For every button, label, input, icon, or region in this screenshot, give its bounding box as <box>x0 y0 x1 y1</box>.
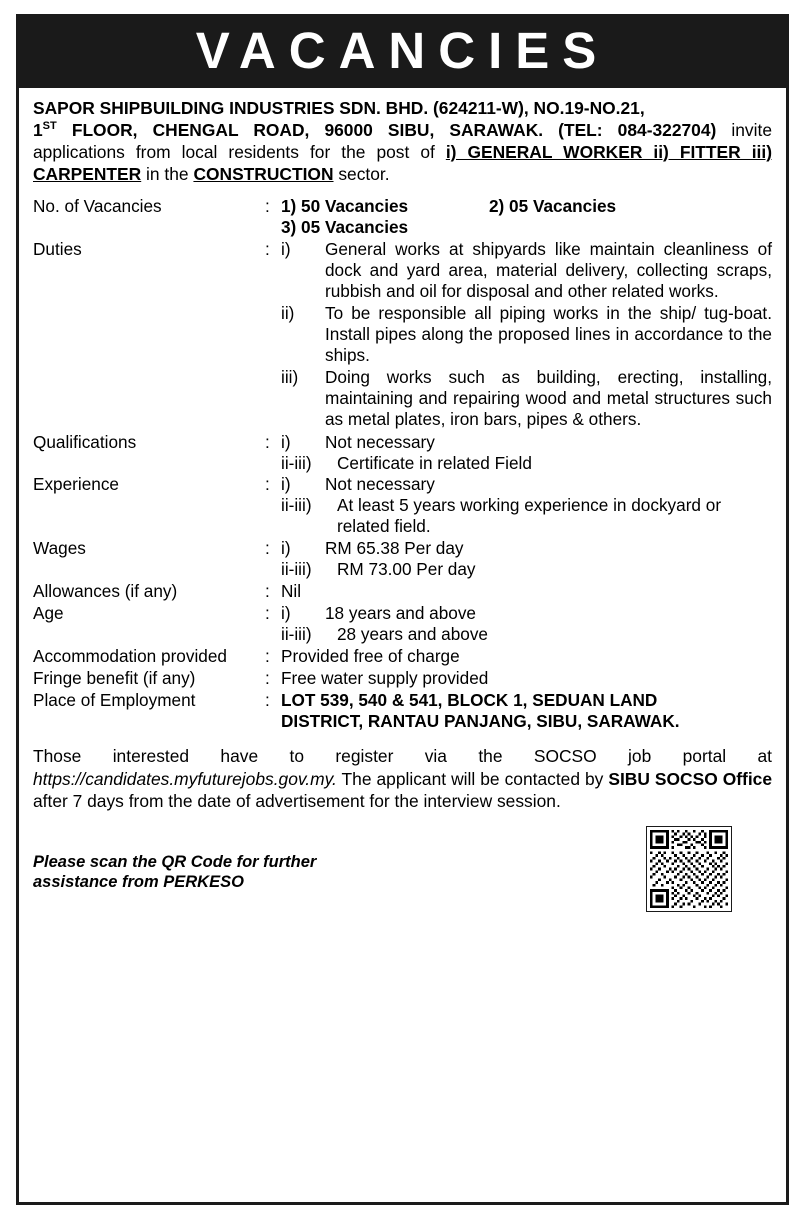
posts-list: i) GENERAL WORKER ii) FITTER iii) CARPENTER <box>33 141 772 184</box>
advertisement-frame <box>16 14 789 1205</box>
duty-item-ii <box>281 303 772 366</box>
wages-label: Wages <box>33 538 86 559</box>
company-ordinal-suffix: ST <box>42 120 57 133</box>
fringe-benefit-label: Fringe benefit (if any) <box>33 668 196 689</box>
wages-value <box>281 538 772 581</box>
age-item-i <box>281 603 772 624</box>
wages-i-marker: i) <box>281 538 291 559</box>
place-line-1: LOT 539, 540 & 541, BLOCK 1, SEDUAN LAND <box>281 690 658 711</box>
duties-label: Duties <box>33 238 82 259</box>
qualifications-label: Qualifications <box>33 431 137 452</box>
page-title: VACANCIES <box>19 17 786 88</box>
footer-text-3: after 7 days from the date of advertisement for the interview session. <box>33 790 561 811</box>
scan-note-line-1: Please scan the QR Code for further <box>33 853 317 872</box>
qualification-ii-iii-marker: ii-iii) <box>281 452 312 473</box>
qualification-ii-iii-text: Certificate in related Field <box>337 452 532 473</box>
colon: : <box>265 238 270 259</box>
wages-ii-iii-marker: ii-iii) <box>281 559 312 580</box>
table-row-qualifications <box>33 432 772 475</box>
colon: : <box>265 474 270 495</box>
intro-paragraph <box>33 98 772 186</box>
age-label: Age <box>33 603 64 624</box>
duty-item-iii <box>281 367 772 430</box>
duty-i-marker: i) <box>281 238 291 259</box>
socso-office: SIBU SOCSO Office <box>608 768 772 789</box>
age-value <box>281 603 772 646</box>
details-table <box>33 196 772 734</box>
accommodation-value: Provided free of charge <box>281 646 460 667</box>
colon: : <box>265 431 270 452</box>
table-row-wages <box>33 538 772 581</box>
accommodation-label: Accommodation provided <box>33 646 227 667</box>
experience-value <box>281 474 772 538</box>
vacancies-item-3: 3) 05 Vacancies <box>281 216 409 237</box>
place-of-employment-value <box>281 690 772 733</box>
duty-ii-marker: ii) <box>281 302 295 323</box>
table-row-experience <box>33 474 772 538</box>
duty-i-text: General works at shipyards like maintain cleanliness of dock and yard area, material delivery, collecting scraps, rubbish and oil for disposal and other related works. <box>325 238 772 301</box>
qr-code-icon <box>646 826 732 912</box>
sector-name: CONSTRUCTION <box>193 163 334 184</box>
intro-mid-text: invite applications from local residents for the post of <box>33 119 772 162</box>
duty-iii-text: Doing works such as building, erecting, installing, maintaining and repairing wood and metal structures such as metal plates, iron bars, pipes & others. <box>325 366 772 429</box>
scan-note-line-2: assistance from PERKESO <box>33 873 244 892</box>
table-row-place-of-employment <box>33 690 772 733</box>
experience-ii-iii-text: At least 5 years working experience in dockyard or related field. <box>337 495 722 537</box>
vacancies-item-1: 1) 50 Vacancies <box>281 195 409 216</box>
intro-sector-tail: sector. <box>333 163 390 184</box>
table-row-duties <box>33 239 772 432</box>
experience-ii-iii-marker: ii-iii) <box>281 495 312 516</box>
age-i-text: 18 years and above <box>325 603 476 624</box>
qualification-i-marker: i) <box>281 431 291 452</box>
vacancies-label: No. of Vacancies <box>33 195 162 216</box>
experience-label: Experience <box>33 474 119 495</box>
intro-in-the: in the <box>141 163 194 184</box>
age-item-ii-iii <box>281 624 772 645</box>
duty-item-i <box>281 239 772 302</box>
scan-note <box>33 826 316 892</box>
colon: : <box>265 195 270 216</box>
wages-item-ii-iii <box>281 559 772 580</box>
allowances-value: Nil <box>281 581 302 602</box>
qualification-i-text: Not necessary <box>325 431 435 452</box>
colon: : <box>265 690 270 711</box>
wages-ii-iii-text: RM 73.00 Per day <box>337 559 476 580</box>
allowances-label: Allowances (if any) <box>33 581 178 602</box>
duty-iii-marker: iii) <box>281 366 299 387</box>
footer-text-1: Those interested have to register via the SOCSO job portal at <box>33 746 772 767</box>
table-row-accommodation <box>33 646 772 668</box>
company-line-2-b: FLOOR, CHENGAL ROAD, 96000 SIBU, SARAWAK. (TEL: 084-322704) <box>56 119 717 140</box>
registration-instructions <box>33 745 772 812</box>
fringe-benefit-value: Free water supply provided <box>281 668 489 689</box>
qr-section <box>33 826 772 912</box>
company-line-1: SAPOR SHIPBUILDING INDUSTRIES SDN. BHD. (624211-W), NO.19-NO.21, <box>33 98 645 118</box>
wages-i-text: RM 65.38 Per day <box>325 538 464 559</box>
qualification-item-i <box>281 432 772 453</box>
age-i-marker: i) <box>281 603 291 624</box>
qualifications-value <box>281 432 772 475</box>
wages-item-i <box>281 538 772 559</box>
footer-text-2: The applicant will be contacted by <box>336 768 609 789</box>
vacancies-item-2: 2) 05 Vacancies <box>489 195 617 216</box>
table-row-age <box>33 603 772 646</box>
portal-url[interactable]: https://candidates.myfuturejobs.gov.my. <box>33 768 337 789</box>
table-row-vacancies <box>33 196 772 239</box>
place-line-2: DISTRICT, RANTAU PANJANG, SIBU, SARAWAK. <box>281 711 680 732</box>
colon: : <box>265 603 270 624</box>
table-row-allowances <box>33 581 772 603</box>
place-of-employment-label: Place of Employment <box>33 690 196 711</box>
colon: : <box>265 646 270 667</box>
advertisement-body <box>19 88 786 1202</box>
experience-item-i <box>281 474 772 495</box>
experience-i-marker: i) <box>281 474 291 495</box>
qualification-item-ii-iii <box>281 453 772 474</box>
duties-value <box>281 239 772 432</box>
colon: : <box>265 581 270 602</box>
duty-ii-text: To be responsible all piping works in the ship/ tug-boat. Install pipes along the proposed lines in accordance to the ships. <box>325 302 772 365</box>
colon: : <box>265 538 270 559</box>
vacancies-value <box>281 196 772 239</box>
age-ii-iii-text: 28 years and above <box>337 624 488 645</box>
colon: : <box>265 668 270 689</box>
experience-item-ii-iii <box>281 495 772 537</box>
experience-i-text: Not necessary <box>325 474 435 495</box>
company-line-2-a: 1 <box>33 119 43 140</box>
age-ii-iii-marker: ii-iii) <box>281 624 312 645</box>
table-row-fringe-benefit <box>33 668 772 690</box>
